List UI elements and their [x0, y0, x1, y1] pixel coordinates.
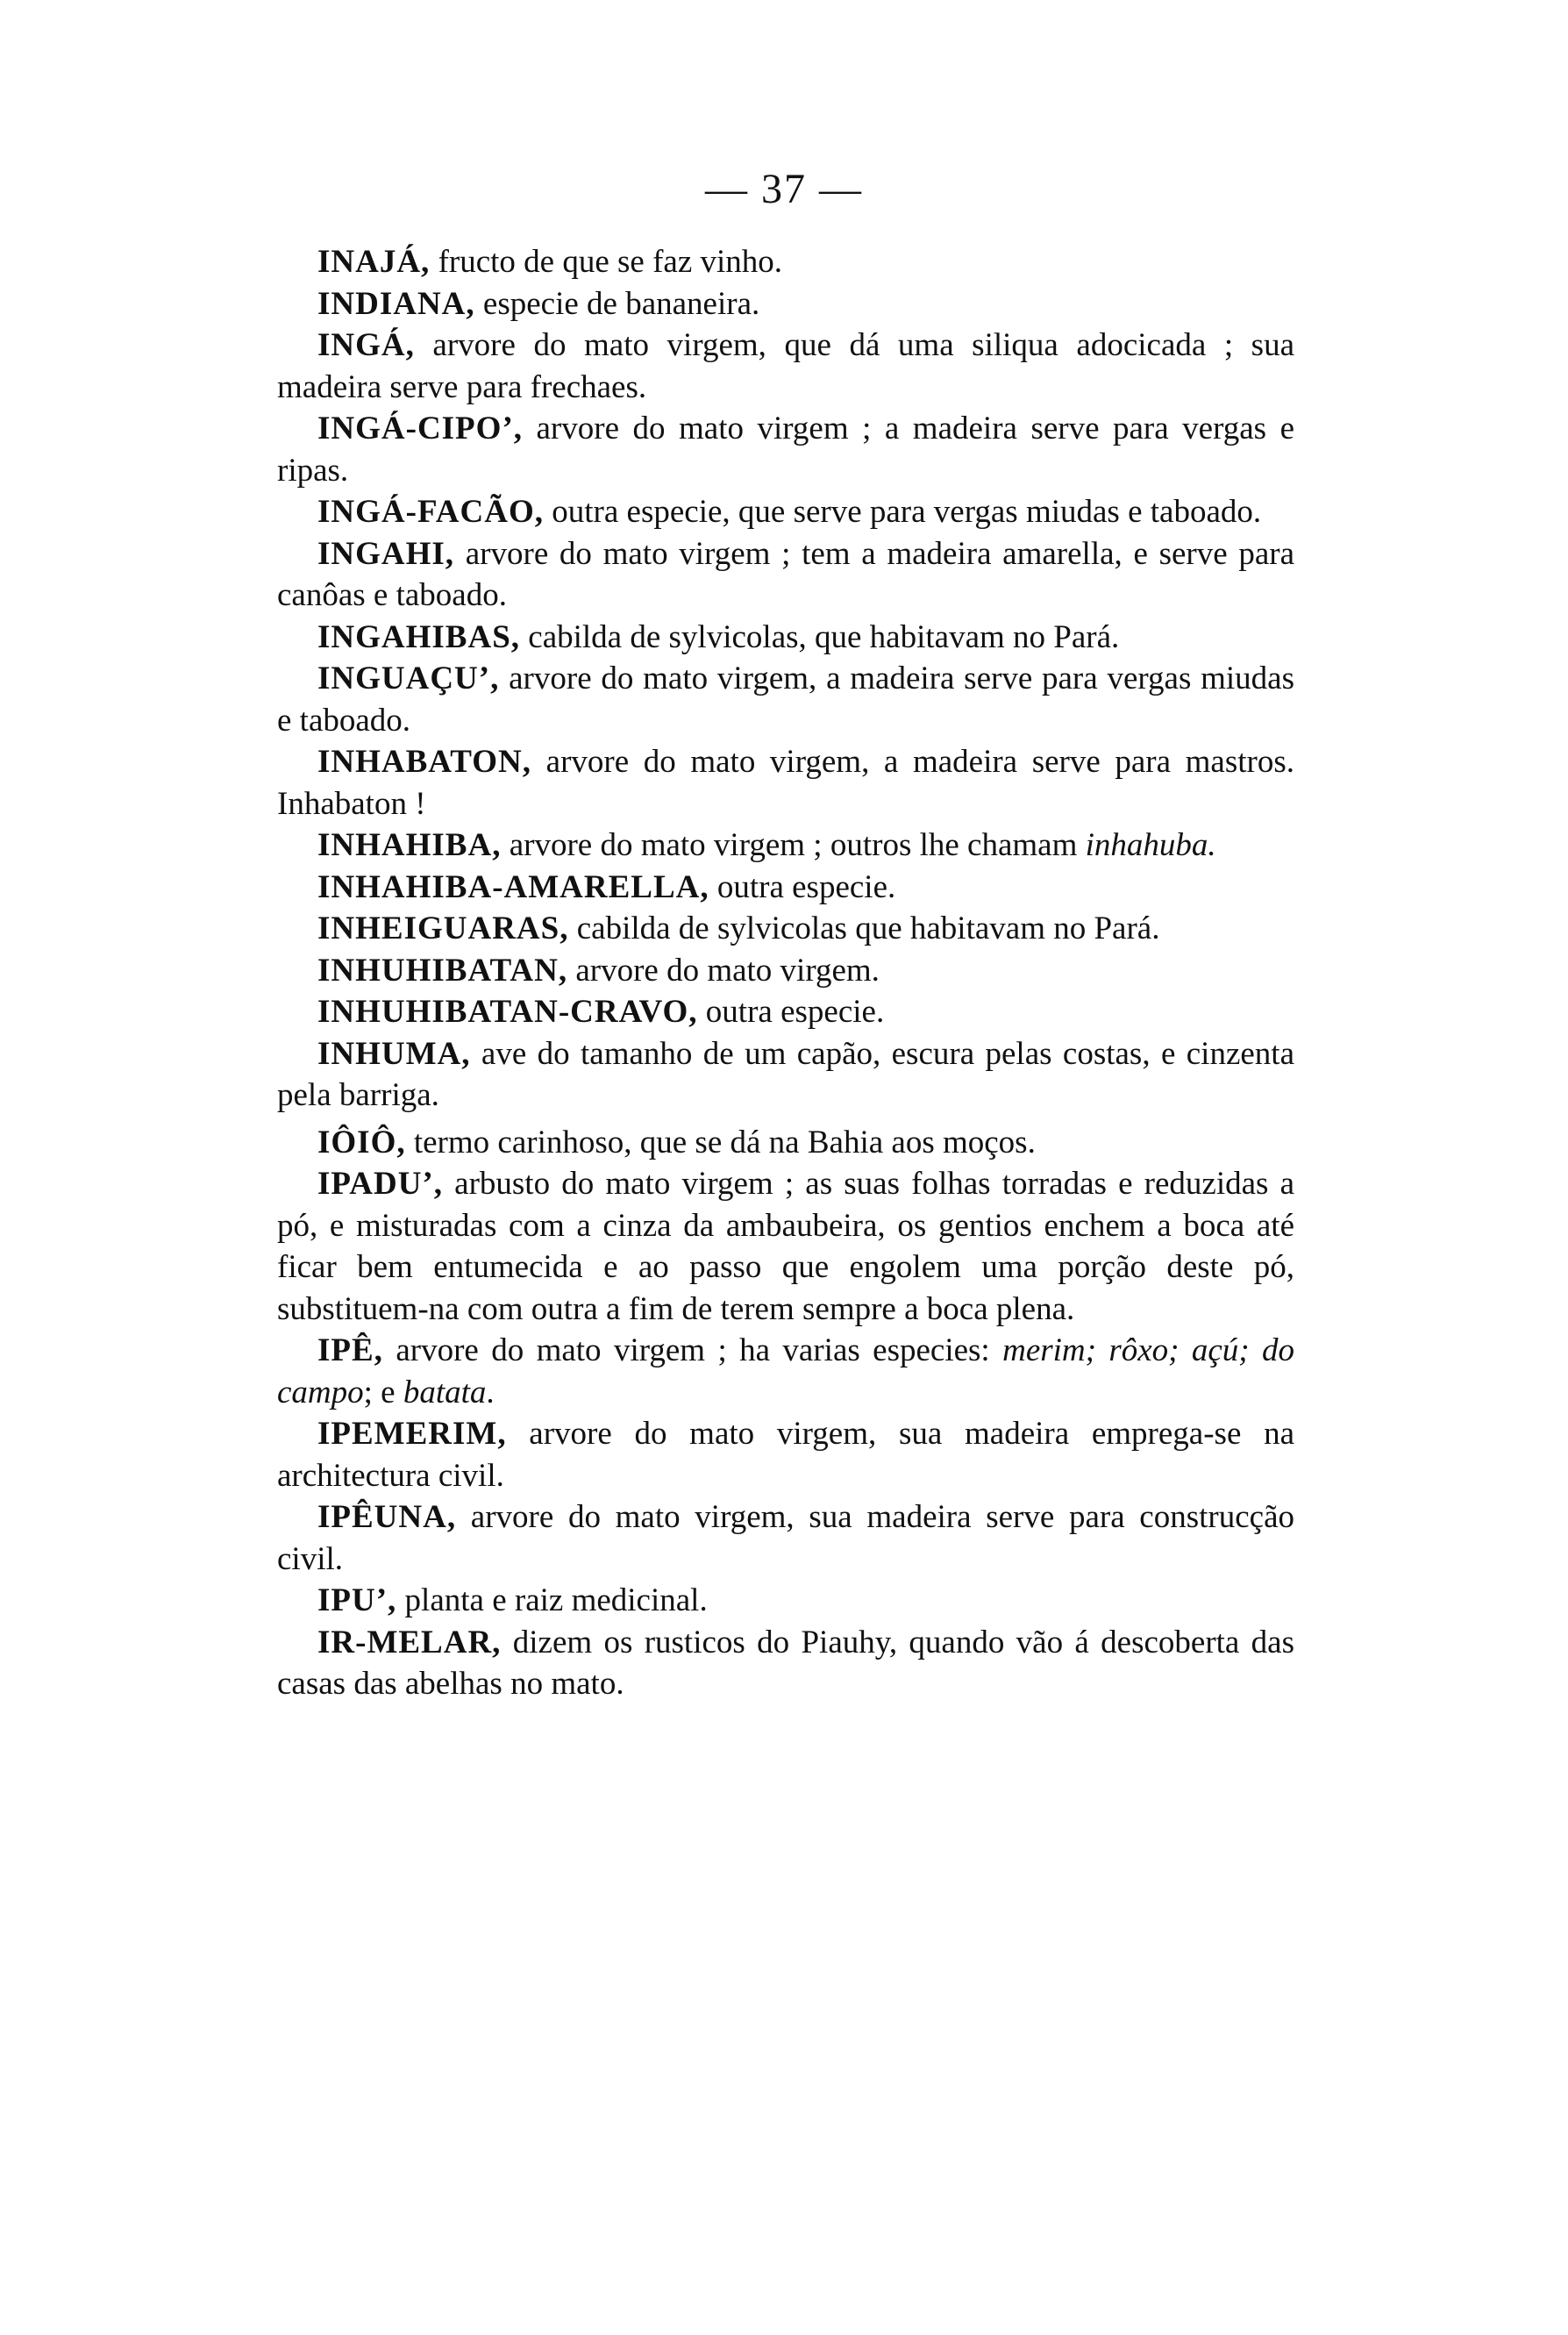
entry-ipemerim	[277, 1413, 1294, 1496]
entry-definition: arvore do mato virgem ; ha varias especies:	[382, 1332, 1003, 1368]
entry-inhuhibatan-cravo	[277, 991, 1294, 1033]
dictionary-entries	[277, 241, 1294, 1705]
entry-italic-term: inhahuba.	[1085, 827, 1216, 863]
entry-term: IPU’,	[317, 1582, 397, 1618]
entry-term: INAJÁ,	[317, 244, 431, 280]
entry-term: INGÁ-FACÃO,	[317, 494, 544, 530]
entry-definition: termo carinhoso, que se dá na Bahia aos moços.	[405, 1124, 1036, 1160]
entry-definition: planta e raiz medicinal.	[396, 1582, 708, 1618]
entry-definition: ave do tamanho de um capão, escura pelas costas, e cinzenta pela barriga.	[277, 1035, 1294, 1113]
entry-ingahi	[277, 533, 1294, 617]
entry-definition: especie de bananeira.	[474, 285, 760, 322]
page-number: — 37 —	[705, 166, 863, 212]
entry-term: INHAHIBA,	[317, 827, 502, 863]
entry-ipadu	[277, 1163, 1294, 1330]
entry-definition: arvore do mato virgem, a madeira serve para vergas miudas e taboado.	[277, 661, 1294, 739]
entry-ingahibas	[277, 617, 1294, 659]
entry-definition-cont: ; e	[363, 1374, 403, 1410]
entry-definition: arvore do mato virgem, que dá uma siliqua adocicada ; sua madeira serve para frechaes.	[277, 327, 1294, 405]
entry-inhabaton	[277, 741, 1294, 825]
entry-definition: arvore do mato virgem.	[567, 952, 880, 989]
entry-definition: outra especie, que serve para vergas miudas e taboado.	[544, 494, 1262, 530]
entry-definition: cabilda de sylvicolas, que habitavam no Pará.	[520, 618, 1120, 655]
entry-definition: arvore do mato virgem, a madeira serve para mastros. Inhabaton !	[277, 744, 1294, 822]
entry-inhuma	[277, 1033, 1294, 1117]
entry-inga	[277, 325, 1294, 408]
entry-italic-species-2: batata	[403, 1374, 487, 1410]
entry-term: INGAHIBAS,	[317, 618, 521, 655]
entry-term: IÔIÔ,	[317, 1124, 406, 1160]
entry-inheiguaras	[277, 908, 1294, 950]
entry-definition: arvore do mato virgem, sua madeira emprega-se na architectura civil.	[277, 1416, 1294, 1494]
entry-definition: arbusto do mato virgem ; as suas folhas torradas e reduzidas a pó, e misturadas com a cinza da ambaubeira, os gentios enchem a boca até ficar bem entumecida e ao passo que engolem uma porção deste pó, substituem-na com outra a fim de terem sempre a boca plena.	[277, 1166, 1294, 1327]
entry-italic-species: merim; rôxo; açú; do campo	[277, 1332, 1294, 1410]
entry-inguacu	[277, 658, 1294, 741]
entry-inga-facao	[277, 491, 1294, 533]
entry-term: INHUHIBATAN-CRAVO,	[317, 994, 698, 1030]
entry-definition: fructo de que se faz vinho.	[430, 244, 783, 280]
entry-term: IPADU’,	[317, 1166, 443, 1202]
entry-definition: arvore do mato virgem ; outros lhe chamam	[501, 827, 1086, 863]
entry-inhahiba	[277, 825, 1294, 867]
entry-term: INHAHIBA-AMARELLA,	[317, 868, 709, 905]
entry-definition: dizem os rusticos do Piauhy, quando vão á descoberta das casas das abelhas no mato.	[277, 1624, 1294, 1702]
entry-inhahiba-amarella	[277, 867, 1294, 909]
entry-term: IPÊUNA,	[317, 1499, 457, 1535]
entry-term: IPEMERIM,	[317, 1416, 507, 1452]
entry-term: INGÁ-CIPO’,	[317, 411, 524, 446]
entry-definition: outra especie.	[709, 868, 896, 905]
entry-term: IR-MELAR,	[317, 1624, 502, 1660]
entry-definition: arvore do mato virgem ; tem a madeira amarella, e serve para canôas e taboado.	[277, 535, 1294, 613]
entry-ipu	[277, 1580, 1294, 1622]
entry-indiana	[277, 283, 1294, 325]
entry-term: IPÊ,	[317, 1332, 383, 1368]
entry-definition: cabilda de sylvicolas que habitavam no Pará.	[568, 910, 1160, 946]
entry-term: INHUHIBATAN,	[317, 952, 568, 989]
entry-ipeuna	[277, 1496, 1294, 1580]
entry-term: INHABATON,	[317, 744, 532, 780]
entry-definition: arvore do mato virgem, sua madeira serve para construcção civil.	[277, 1499, 1294, 1577]
entry-term: INDIANA,	[317, 285, 475, 322]
entry-inga-cipo	[277, 408, 1294, 491]
entry-ir-melar	[277, 1622, 1294, 1705]
entry-ipe	[277, 1330, 1294, 1413]
entry-inhuhibatan	[277, 950, 1294, 992]
entry-term: INGUAÇU’,	[317, 661, 500, 696]
entry-definition: arvore do mato virgem ; a madeira serve para vergas e ripas.	[277, 411, 1294, 489]
entry-term: INGÁ,	[317, 327, 415, 363]
entry-term: INHEIGUARAS,	[317, 910, 569, 946]
entry-term: INHUMA,	[317, 1035, 471, 1072]
entry-definition-end: .	[486, 1374, 495, 1410]
entry-inaja	[277, 241, 1294, 283]
entry-ioio	[277, 1122, 1294, 1164]
entry-term: INGAHI,	[317, 535, 455, 572]
entry-definition: outra especie.	[697, 994, 885, 1030]
